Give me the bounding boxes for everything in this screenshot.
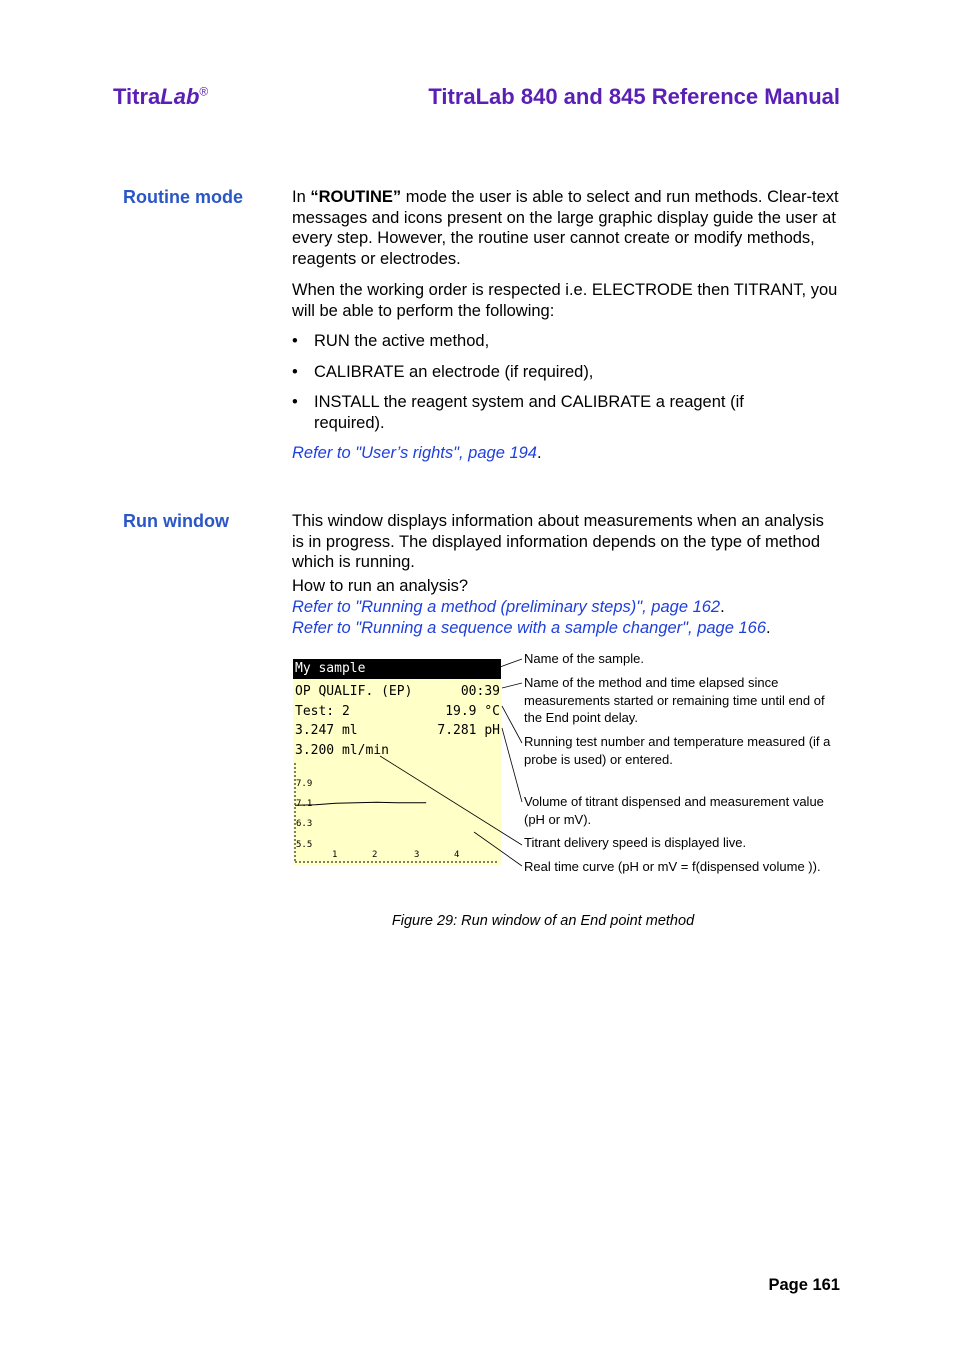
temperature-reading: 19.9 °C	[445, 704, 500, 719]
bullet-icon: •	[292, 332, 298, 350]
leader-line-test	[502, 706, 522, 743]
test-number: Test: 2	[295, 704, 350, 719]
method-name: OP QUALIF. (EP)	[295, 684, 413, 699]
measurement-value: 7.281 pH	[437, 723, 500, 738]
run-window-paragraph: This window displays information about measurements when an analysis is in progress. The displayed information depends on the type of method which is running.	[292, 512, 824, 572]
sample-name-bar: My sample	[293, 659, 501, 679]
bullet-icon: •	[292, 393, 298, 411]
routine-keyword: “ROUTINE”	[310, 188, 402, 206]
callout-delivery-speed: Titrant delivery speed is displayed live.	[524, 835, 747, 850]
list-item-text: INSTALL the reagent system and CALIBRATE a reagent (if required).	[314, 393, 744, 432]
leader-line-speed	[380, 756, 522, 845]
sample-changer-link[interactable]: Refer to "Running a sequence with a sample changer", page 166	[292, 619, 767, 637]
leader-line-curve	[474, 832, 522, 866]
y-tick-label: 5.5	[296, 840, 313, 850]
reference-period: .	[536, 444, 542, 462]
list-item-text: CALIBRATE an electrode (if required),	[314, 363, 594, 381]
routine-p1-post: mode the user is able to select and run methods. Clear-text messages and icons present on the large graphic display guide the user at every step. However, the routine user cannot create or modify methods, reagents or electrodes.	[292, 188, 839, 269]
leader-line-sample	[500, 659, 522, 667]
x-tick-label: 1	[332, 850, 338, 860]
reference-period: .	[766, 619, 771, 637]
users-rights-link[interactable]: Refer to "User’s rights", page 194	[292, 444, 537, 462]
x-tick-label: 3	[414, 850, 420, 860]
brand-registered-mark: ®	[199, 84, 209, 99]
reference-period: .	[720, 598, 725, 616]
bullet-icon: •	[292, 363, 298, 381]
page-number: Page 161	[768, 1276, 840, 1294]
callout-volume-value: Volume of titrant dispensed and measurement value (pH or mV).	[524, 794, 824, 827]
figure-caption: Figure 29: Run window of an End point method	[391, 913, 695, 929]
y-tick-label: 7.9	[296, 779, 313, 789]
list-item-text: RUN the active method,	[314, 332, 490, 350]
how-to-run-question: How to run an analysis?	[292, 577, 469, 595]
dispensed-volume: 3.247 ml	[295, 723, 358, 738]
callout-real-time-curve: Real time curve (pH or mV = f(dispensed volume )).	[524, 859, 821, 874]
brand-suffix: Lab	[160, 84, 200, 109]
running-method-link[interactable]: Refer to "Running a method (preliminary steps)", page 162	[292, 598, 721, 616]
routine-paragraph-2: When the working order is respected i.e. ELECTRODE then TITRANT, you will be able to perform the following:	[292, 281, 838, 320]
run-window-heading: Run window	[123, 511, 229, 531]
elapsed-time: 00:39	[460, 684, 500, 699]
x-tick-label: 2	[372, 850, 378, 860]
delivery-speed: 3.200 ml/min	[295, 743, 389, 758]
leader-line-method	[502, 683, 522, 688]
callout-method-time: Name of the method and time elapsed since measurements started or remaining time until end of the End point delay.	[524, 675, 825, 725]
leader-line-volume	[502, 728, 522, 802]
routine-p1-pre: In	[292, 188, 311, 206]
y-tick-label: 7.1	[296, 799, 313, 809]
brand-prefix: Titra	[113, 84, 161, 109]
routine-mode-heading: Routine mode	[123, 187, 243, 207]
callout-sample-name: Name of the sample.	[524, 651, 644, 666]
callout-test-temperature: Running test number and temperature measured (if a probe is used) or entered.	[524, 734, 831, 767]
y-tick-label: 6.3	[296, 819, 313, 829]
x-tick-label: 4	[454, 850, 460, 860]
manual-title: TitraLab 840 and 845 Reference Manual	[428, 84, 840, 109]
